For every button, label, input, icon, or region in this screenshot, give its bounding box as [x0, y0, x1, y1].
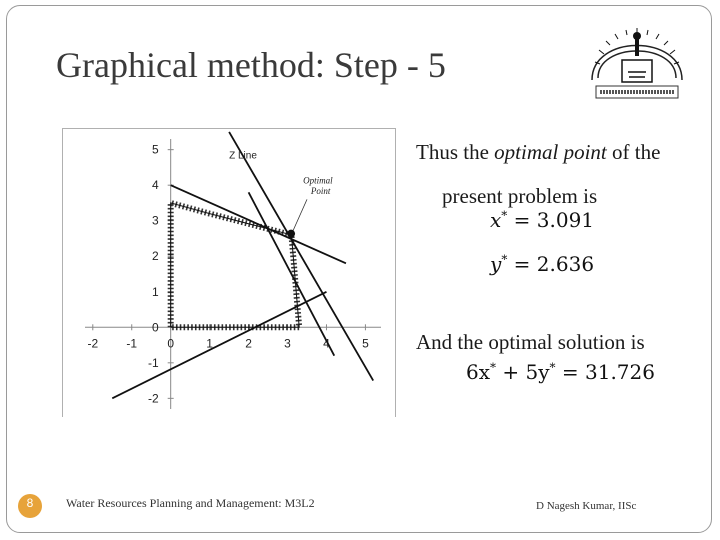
statement-line-2: present problem is [442, 184, 598, 208]
objective-term-x: 6x [466, 360, 491, 384]
objective-star-x: * [490, 360, 497, 375]
x-tick-label: -2 [87, 336, 99, 351]
y-tick-label: -1 [148, 355, 159, 370]
y-variable: y [490, 252, 502, 276]
y-tick-label: 1 [151, 284, 159, 299]
optimal-point-label: Optimal [303, 175, 333, 186]
statement-italic: optimal point [494, 140, 607, 164]
graph-line-3 [249, 192, 335, 355]
institute-logo [582, 14, 692, 106]
x-tick-label: 4 [323, 336, 330, 351]
x-variable: x [490, 208, 502, 232]
objective-equation [466, 360, 655, 384]
optimal-point-statement [416, 140, 660, 165]
y-tick-label: -2 [148, 391, 159, 406]
footer-course: Water Resources Planning and Management: M3L2 [66, 496, 315, 510]
objective-term-y: + 5y [502, 360, 550, 384]
footer-author: D Nagesh Kumar, IISc [536, 500, 637, 512]
y-tick-label: 4 [151, 178, 159, 193]
feasible-region-hatching [171, 203, 300, 327]
x-optimal-equation [490, 208, 594, 232]
optimal-point-marker [287, 230, 295, 238]
solution-statement: And the optimal solution is [416, 330, 645, 354]
x-tick-label: 2 [245, 336, 252, 351]
objective-star-y: * [549, 360, 556, 375]
y-tick-label: 3 [151, 213, 159, 228]
y-star: * [501, 252, 508, 267]
x-tick-label: -1 [126, 336, 138, 351]
y-tick-label: 0 [151, 320, 159, 335]
y-tick-label: 2 [151, 249, 159, 264]
optimal-point-label-2: Point [310, 186, 331, 197]
slide-number: 8 [26, 496, 34, 510]
y-tick-label: 5 [151, 142, 159, 157]
x-tick-label: 5 [362, 336, 369, 351]
graph-line-2 [112, 292, 326, 399]
statement-suffix: of the [606, 140, 661, 164]
graph-panel [62, 128, 396, 417]
x-value: = 3.091 [513, 208, 595, 232]
lp-graph [63, 129, 395, 417]
z-line-label: Z Line [229, 150, 257, 162]
x-tick-label: 3 [284, 336, 291, 351]
x-tick-label: 1 [206, 336, 213, 351]
optimal-point-leader [293, 199, 307, 230]
x-tick-label: 0 [167, 336, 175, 351]
x-star: * [501, 208, 508, 223]
objective-value: = 31.726 [561, 360, 655, 384]
statement-prefix: Thus the [416, 140, 495, 164]
graph-line-4 [171, 185, 346, 263]
slide-title: Graphical method: Step - 5 [56, 45, 446, 85]
y-optimal-equation [490, 252, 594, 276]
y-value: = 2.636 [513, 252, 595, 276]
